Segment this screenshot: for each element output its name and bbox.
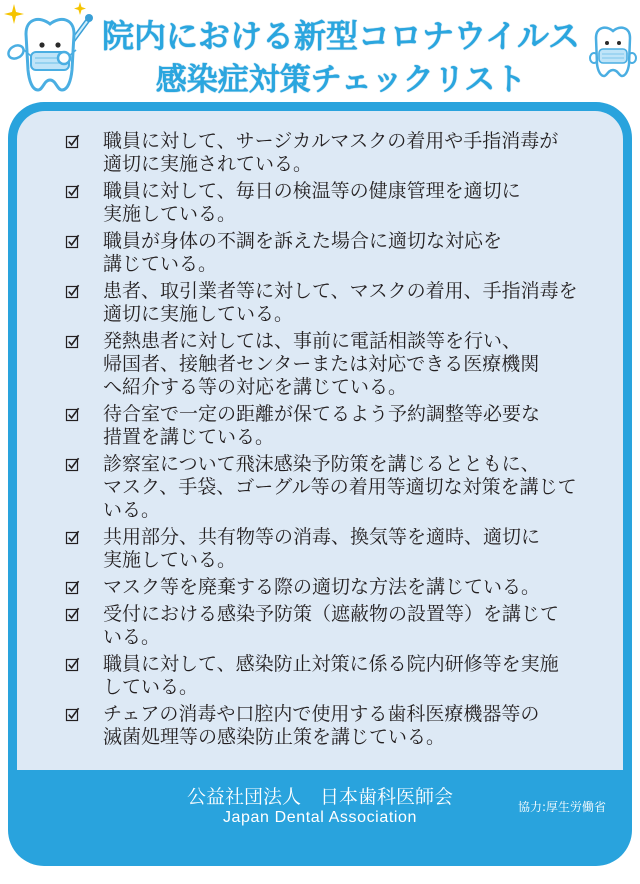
checklist-item-line: いる。 <box>103 626 161 648</box>
checkbox-icon <box>63 453 103 476</box>
checklist-item-text <box>103 330 615 399</box>
checklist-item <box>63 403 615 449</box>
checklist-item-text <box>103 403 615 449</box>
organization-name-ja: 公益社団法人 日本歯科医師会 <box>186 786 453 808</box>
checklist-item-line: 講じている。 <box>103 253 218 275</box>
title-line-1: 院内における新型コロナウイルス <box>101 17 581 55</box>
checklist-item <box>63 653 615 699</box>
checklist-item-line: 診察室について飛沫感染予防策を講じるとともに、 <box>103 453 540 475</box>
checklist-item-line: マスク等を廃棄する際の適切な方法を講じている。 <box>103 576 541 598</box>
footer <box>8 770 632 866</box>
checklist-item <box>63 453 615 522</box>
checklist-item <box>63 526 615 572</box>
checklist-item-line: 職員に対して、感染防止対策に係る院内研修等を実施 <box>103 653 559 675</box>
checklist-item-line: 患者、取引業者等に対して、マスクの着用、手指消毒を <box>103 280 578 302</box>
title-line-2: 感染症対策チェックリスト <box>155 62 527 98</box>
checklist-item <box>63 280 615 326</box>
checklist-item-line: 適切に実施している。 <box>103 303 294 325</box>
checklist-item-line: 滅菌処理等の感染防止策を講じている。 <box>103 726 446 748</box>
sparkle-icon <box>74 2 86 15</box>
checklist-item-line: チェアの消毒や口腔内で使用する歯科医療機器等の <box>103 703 540 725</box>
checklist-item-line: 措置を講じている。 <box>103 426 275 448</box>
checklist-item-line: 実施している。 <box>103 203 237 225</box>
checklist-item-text <box>103 703 615 749</box>
checklist-item <box>63 130 615 176</box>
checklist-item <box>63 180 615 226</box>
checkbox-icon <box>63 526 103 549</box>
checklist-panel <box>8 102 632 866</box>
checklist <box>63 130 615 753</box>
tooth-mascot-icon <box>588 22 638 78</box>
checkbox-icon <box>63 703 103 726</box>
checklist-item-text <box>103 576 615 599</box>
checklist-item-line: 待合室で一定の距離が保てるよう予約調整等必要な <box>103 403 541 425</box>
checkbox-icon <box>63 603 103 626</box>
checklist-item-text <box>103 453 615 522</box>
sparkle-icon <box>4 4 24 24</box>
checklist-item <box>63 603 615 649</box>
checklist-item <box>63 703 615 749</box>
checkbox-icon <box>63 330 103 353</box>
checklist-item <box>63 330 615 399</box>
checkbox-icon <box>63 653 103 676</box>
checklist-item-line: 実施している。 <box>103 549 237 571</box>
checkbox-icon <box>63 130 103 153</box>
checklist-item-line: へ紹介する等の対応を講じている。 <box>103 376 408 398</box>
checklist-item-text <box>103 603 615 649</box>
checklist-item-line: 職員が身体の不調を訴えた場合に適切な対応を <box>103 230 503 252</box>
checklist-item <box>63 230 615 276</box>
checklist-item-line: 職員に対して、サージカルマスクの着用や手指消毒が <box>103 130 559 152</box>
checkbox-icon <box>63 180 103 203</box>
cooperation-credit: 協力:厚生労働省 <box>517 800 606 814</box>
page-title <box>96 14 586 102</box>
checklist-item-text <box>103 653 615 699</box>
checklist-item-line: マスク、手袋、ゴーグル等の着用等適切な対策を講じて <box>103 476 577 498</box>
checklist-item-line: 発熱患者に対しては、事前に電話相談等を行い、 <box>103 330 522 352</box>
checkbox-icon <box>63 280 103 303</box>
organization-name-en: Japan Dental Association <box>222 809 418 826</box>
checklist-item-line: 帰国者、接触者センターまたは対応できる医療機関 <box>103 353 540 375</box>
checklist-item-line: いる。 <box>103 499 161 521</box>
checklist-item <box>63 576 615 599</box>
checklist-item-text <box>103 280 615 326</box>
checklist-item-line: している。 <box>103 676 199 698</box>
checklist-item-line: 職員に対して、毎日の検温等の健康管理を適切に <box>103 180 521 202</box>
checklist-item-text <box>103 526 615 572</box>
checkbox-icon <box>63 403 103 426</box>
checklist-item-text <box>103 180 615 226</box>
tooth-mascot-icon <box>0 0 98 98</box>
checklist-item-line: 適切に実施されている。 <box>103 153 313 175</box>
face-mask <box>599 49 627 63</box>
checklist-item-line: 受付における感染予防策（遮蔽物の設置等）を講じて <box>103 603 560 625</box>
checklist-area <box>17 111 623 770</box>
checklist-item-text <box>103 230 615 276</box>
checklist-item-line: 共用部分、共有物等の消毒、換気等を適時、適切に <box>103 526 541 548</box>
checklist-item-text <box>103 130 615 176</box>
checkbox-icon <box>63 230 103 253</box>
checkbox-icon <box>63 576 103 599</box>
